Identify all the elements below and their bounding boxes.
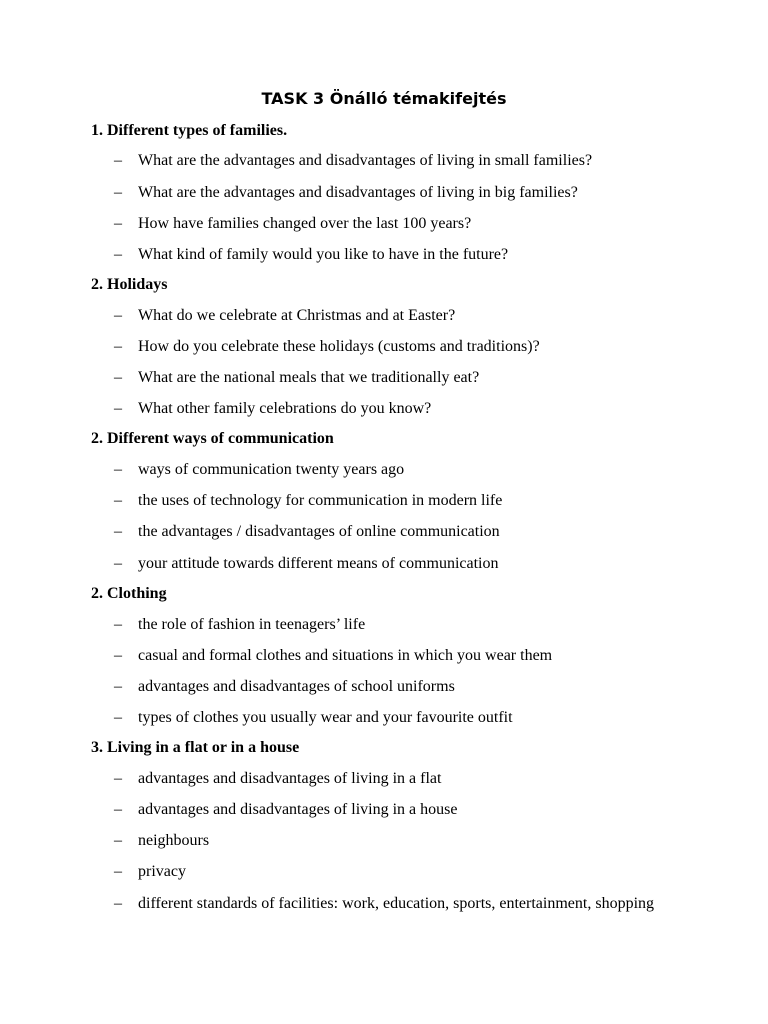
bullet-dash: – [114, 369, 122, 386]
bullet-dash: – [114, 246, 122, 263]
list-item-text: How have families changed over the last 100 years? [138, 215, 472, 232]
list-item-text: advantages and disadvantages of living in a house [138, 801, 458, 818]
bullet-dash: – [114, 184, 122, 201]
list-item-text: different standards of facilities: work, education, sports, entertainment, shopping [138, 895, 655, 912]
list-item-text: advantages and disadvantages of school uniforms [138, 678, 455, 695]
bullet-dash: – [114, 338, 122, 355]
list-item-text: What are the advantages and disadvantages of living in small families? [138, 152, 593, 169]
bullet-dash: – [114, 152, 122, 169]
list-item [114, 614, 676, 636]
section-heading-families: 1. Different types of families. [91, 122, 288, 139]
bullet-dash: – [114, 678, 122, 695]
bullet-dash: – [114, 863, 122, 880]
list-item [114, 707, 676, 729]
list-item-text: What other family celebrations do you know? [138, 400, 432, 417]
list-item-text: How do you celebrate these holidays (customs and traditions)? [138, 338, 540, 355]
bullet-dash: – [114, 709, 122, 726]
list-item [114, 553, 676, 575]
section-heading-clothing: 2. Clothing [91, 585, 167, 602]
list-item [114, 367, 676, 389]
bullet-dash: – [114, 523, 122, 540]
list-item [114, 645, 676, 667]
list-item [114, 459, 676, 481]
list-item [114, 676, 676, 698]
list-item [114, 182, 676, 204]
list-item-text: neighbours [138, 832, 210, 849]
page-title: TASK 3 Önálló témakifejtés [261, 89, 507, 108]
list-item-text: What are the advantages and disadvantages of living in big families? [138, 184, 578, 201]
list-item [114, 336, 676, 358]
list-item [114, 213, 676, 235]
list-item [114, 398, 676, 420]
section-heading-communication: 2. Different ways of communication [91, 430, 334, 447]
bullet-dash: – [114, 307, 122, 324]
bullet-dash: – [114, 616, 122, 633]
list-item [114, 305, 676, 327]
list-item-text: What kind of family would you like to have in the future? [138, 246, 509, 263]
list-item-text: advantages and disadvantages of living in a flat [138, 770, 442, 787]
bullet-dash: – [114, 555, 122, 572]
list-item [114, 799, 676, 821]
bullet-dash: – [114, 895, 122, 912]
bullet-dash: – [114, 215, 122, 232]
list-item-text: privacy [138, 863, 186, 880]
bullet-dash: – [114, 461, 122, 478]
list-item [114, 521, 676, 543]
bullet-dash: – [114, 492, 122, 509]
list-item [114, 244, 676, 266]
bullet-dash: – [114, 647, 122, 664]
list-item [114, 830, 676, 852]
list-item-text: What do we celebrate at Christmas and at Easter? [138, 307, 456, 324]
list-item-text: What are the national meals that we traditionally eat? [138, 369, 480, 386]
list-item-text: ways of communication twenty years ago [138, 461, 405, 478]
list-item-text: your attitude towards different means of communication [138, 555, 499, 572]
list-item [114, 861, 676, 883]
section-heading-living: 3. Living in a flat or in a house [91, 739, 300, 756]
bullet-dash: – [114, 801, 122, 818]
list-item-text: the advantages / disadvantages of online communication [138, 523, 500, 540]
bullet-dash: – [114, 770, 122, 787]
bullet-dash: – [114, 400, 122, 417]
list-item-text: casual and formal clothes and situations in which you wear them [138, 647, 553, 664]
list-item-text: the role of fashion in teenagers’ life [138, 616, 366, 633]
list-item [114, 768, 676, 790]
list-item [114, 490, 676, 512]
list-item [114, 893, 676, 919]
list-item [114, 150, 676, 172]
section-heading-holidays: 2. Holidays [91, 276, 168, 293]
bullet-dash: – [114, 832, 122, 849]
list-item-text: types of clothes you usually wear and your favourite outfit [138, 709, 513, 726]
list-item-text: the uses of technology for communication in modern life [138, 492, 503, 509]
